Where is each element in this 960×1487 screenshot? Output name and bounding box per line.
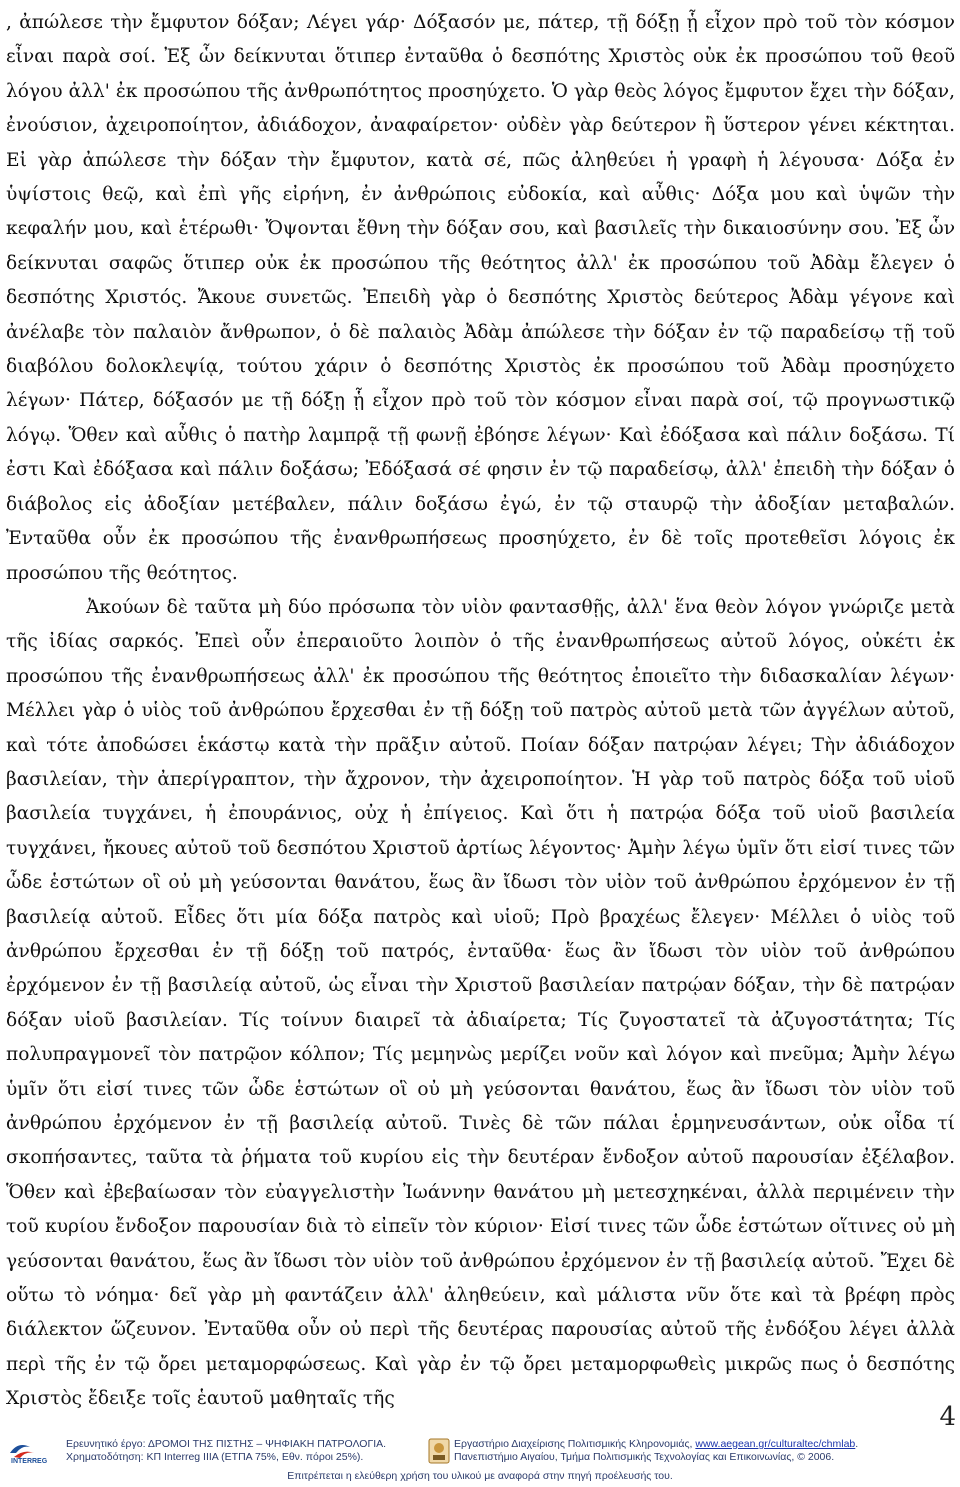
footer-funding: Χρηματοδότηση: ΚΠ Interreg IIIA (ΕΤΠΑ 75%, Εθν. πόροι 25%). (66, 1451, 364, 1463)
page-number: 4 (939, 1402, 956, 1432)
footer-project-info (66, 1438, 386, 1464)
footer-lab-link[interactable]: www.aegean.gr/culturaltec/chmlab (695, 1438, 856, 1450)
footer-project-title: Ερευνητικό έργο: ΔΡΟΜΟΙ ΤΗΣ ΠΙΣΤΗΣ – ΨΗΦΙΑΚΗ ΠΑΤΡΟΛΟΓΙΑ. (66, 1438, 387, 1450)
footer-university: Πανεπιστήμιο Αιγαίου, Τμήμα Πολιτισμικής Τεχνολογίας και Επικοινωνίας, © 2006. (454, 1451, 835, 1463)
footer-usage-note: Επιτρέπεται η ελεύθερη χρήση του υλικού με αναφορά στην πηγή προέλευσής του. (287, 1470, 673, 1482)
paragraph-1: , ἀπώλεσε τὴν ἔμφυτον δόξαν; Λέγει γάρ· Δόξασόν με, πάτερ, τῇ δόξῃ ᾗ εἶχον πρὸ τοῦ τὸν κόσμον εἶναι παρὰ σοί. Ἐξ ὧν δείκνυται ὅτιπερ ἐνταῦθα ὁ δεσπότης Χριστὸς οὐκ ἐκ προσώπου τοῦ θεοῦ λόγου ἀλλ' ἐκ προσώπου τῆς ἀνθρωπότητος προσηύχετο. Ὁ γὰρ θεὸς λόγος ἔμφυτον ἔχει τὴν δόξαν, ἐνούσιον, ἀχειροποίητον, ἀδιάδοχον, ἀναφαίρετον· οὐδὲν γὰρ δεύτερον ἢ ὕστερον γένει κέκτηται. Εἰ γὰρ ἀπώλεσε τὴν δόξαν τὴν ἔμφυτον, κατὰ σέ, πῶς ἀληθεύει ἡ γραφὴ ἡ λέγουσα· Δόξα ἐν ὑψίστοις θεῷ, καὶ ἐπὶ γῆς εἰρήνη, ἐν ἀνθρώποις εὐδοκία, καὶ αὖθις· Δόξα μου καὶ ὑψῶν τὴν κεφαλήν μου, καὶ ἑτέρωθι· Ὄψονται ἔθνη τὴν δόξαν σου, καὶ βασιλεῖς τὴν δικαιοσύνην σου. Ἐξ ὧν δείκνυται σαφῶς ὅτιπερ οὐκ ἐκ προσώπου τῆς θεότητος ἀλλ' ἐκ προσώπου τοῦ Ἀδὰμ ἔλεγεν ὁ δεσπότης Χριστός. Ἄκουε συνετῶς. Ἐπειδὴ γὰρ ὁ δεσπότης Χριστὸς δεύτερος Ἀδὰμ γέγονε καὶ ἀνέλαβε τὸν παλαιὸν ἄνθρωπον, ὁ δὲ παλαιὸς Ἀδὰμ ἀπώλεσε τὴν δόξαν ἐν τῷ παραδείσῳ τῇ τοῦ διαβόλου δολοκλεψίᾳ, τούτου χάριν ὁ δεσπότης Χριστὸς ἐκ προσώπου τοῦ Ἀδὰμ προσηύχετο λέγων· Πάτερ, δόξασόν με τῇ δόξῃ ᾗ εἶχον πρὸ τοῦ τὸν κόσμον εἶναι παρὰ σοί, τῷ προγνωστικῷ λόγῳ. Ὅθεν καὶ αὖθις ὁ πατὴρ λαμπρᾷ τῇ φωνῇ ἐβόησε λέγων· Καὶ ἐδόξασα καὶ πάλιν δοξάσω. Τί ἐστι Καὶ ἐδόξασα καὶ πάλιν δοξάσω; Ἐδόξασά σέ φησιν ἐν τῷ παραδείσῳ, ἀλλ' ἐπειδὴ τὴν δόξαν ὁ διάβολος εἰς ἀδοξίαν μετέβαλεν, πάλιν δοξάσω ἐγώ, ἐν τῷ σταυρῷ τὴν ἀδοξίαν μεταβαλών. Ἐνταῦθα οὖν ἐκ προσώπου τῆς ἐνανθρωπήσεως προσηύχετο, ἐν δὲ τοῖς προτεθεῖσι λόγοις ἐκ προσώπου τῆς θεότητος. (6, 12, 955, 584)
document-body (6, 6, 955, 1417)
page-footer (0, 1430, 960, 1487)
footer-lab-info (454, 1438, 858, 1464)
footer-lab-period: . (855, 1438, 859, 1450)
interreg-logo-text: INTERREG (11, 1458, 48, 1465)
paragraph-2: Ἀκούων δὲ ταῦτα μὴ δύο πρόσωπα τὸν υἱὸν φαντασθῇς, ἀλλ' ἕνα θεὸν λόγον γνώριζε μετὰ τῆς ἰδίας σαρκός. Ἐπεὶ οὖν ἐπεραιοῦτο λοιπὸν ὁ τῆς ἐνανθρωπήσεως αὐτοῦ λόγος, οὐκέτι ἐκ προσώπου τῆς ἐνανθρωπήσεως ἀλλ' ἐκ προσώπου τῆς θεότητος ἐποιεῖτο τὴν διδασκαλίαν λέγων· Μέλλει γὰρ ὁ υἱὸς τοῦ ἀνθρώπου ἔρχεσθαι ἐν τῇ δόξῃ τοῦ πατρὸς αὐτοῦ μετὰ τῶν ἀγγέλων αὐτοῦ, καὶ τότε ἀποδώσει ἑκάστῳ κατὰ τὴν πρᾶξιν αὐτοῦ. Ποίαν δόξαν πατρῴαν λέγει; Τὴν ἀδιάδοχον βασιλείαν, τὴν ἀπερίγραπτον, τὴν ἄχρονον, τὴν ἀχειροποίητον. Ἡ γὰρ τοῦ πατρὸς δόξα τοῦ υἱοῦ βασιλεία τυγχάνει, ἡ ἐπουράνιος, οὐχ ἡ ἐπίγειος. Καὶ ὅτι ἡ πατρῴα δόξα τοῦ υἱοῦ βασιλεία τυγχάνει, ἤκουες αὐτοῦ τοῦ δεσπότου Χριστοῦ ἀρτίως λέγοντος· Ἀμὴν λέγω ὑμῖν ὅτι εἰσί τινες τῶν ὧδε ἑστώτων οἳ οὐ μὴ γεύσονται θανάτου, ἕως ἂν ἴδωσι τὸν υἱὸν τοῦ ἀνθρώπου ἐρχόμενον ἐν τῇ βασιλείᾳ αὐτοῦ. Εἶδες ὅτι μία δόξα πατρὸς καὶ υἱοῦ; Πρὸ βραχέως ἔλεγεν· Μέλλει ὁ υἱὸς τοῦ ἀνθρώπου ἔρχεσθαι ἐν τῇ δόξῃ τοῦ πατρός, ἐνταῦθα· ἕως ἂν ἴδωσι τὸν υἱὸν τοῦ ἀνθρώπου ἐρχόμενον ἐν τῇ βασιλείᾳ αὐτοῦ, ὡς εἶναι τὴν Χριστοῦ βασιλείαν πατρῴαν δόξαν, τὴν δὲ πατρῴαν δόξαν υἱοῦ βασιλείαν. Τίς τοίνυν διαιρεῖ τὰ ἀδιαίρετα; Τίς ζυγοστατεῖ τὰ ἀζυγοστάτητα; Τίς πολυπραγμονεῖ τὸν πατρῷον κόλπον; Τίς μεμηνὼς μερίζει νοῦν καὶ λόγον καὶ πνεῦμα; Ἀμὴν λέγω ὑμῖν ὅτι εἰσί τινες τῶν ὧδε ἑστώτων οἳ οὐ μὴ γεύσονται θανάτου, ἕως ἂν ἴδωσι τὸν υἱὸν τοῦ ἀνθρώπου ἐρχόμενον ἐν τῇ βασιλείᾳ αὐτοῦ. Τινὲς δὲ τῶν πάλαι ἑρμηνευσάντων, οὐκ οἶδα τί σκοπήσαντες, ταῦτα τὰ ῥήματα τοῦ κυρίου εἰς τὴν δευτέραν ἔνδοξον αὐτοῦ παρουσίαν ἐξέλαβον. Ὅθεν καὶ ἐβεβαίωσαν τὸν εὐαγγελιστὴν Ἰωάννην θανάτου μὴ μετεσχηκέναι, ἀλλὰ περιμένειν τὴν τοῦ κυρίου ἔνδοξον παρουσίαν διὰ τὸ εἰπεῖν τὸν κύριον· Εἰσί τινες τῶν ὧδε ἑστώτων οἵτινες οὐ μὴ γεύσονται θανάτου, ἕως ἂν ἴδωσι τὸν υἱὸν τοῦ ἀνθρώπου ἐρχόμενον ἐν τῇ βασιλείᾳ αὐτοῦ. Ἔχει δὲ οὕτω τὸ νόημα· δεῖ γὰρ μὴ φαντάζειν ἀλλ' ἀληθεύειν, καὶ μάλιστα νῦν ὅτε καὶ τὰ βρέφη πρὸς διάλεκτον ὥζευνον. Ἐνταῦθα οὖν οὐ περὶ τῆς δευτέρας παρουσίας αὐτοῦ τῆς ἐνδόξου λέγει ἀλλὰ περὶ τῆς ἐν τῷ ὄρει μεταμορφώσεως. Καὶ γὰρ ἐν τῷ ὄρει μεταμορφωθεὶς μικρῶς πως ὁ δεσπότης Χριστὸς ἔδειξε τοῖς ἑαυτοῦ μαθηταῖς τῆς (6, 596, 955, 1410)
aegean-logo-icon (428, 1438, 450, 1464)
interreg-logo (8, 1439, 58, 1465)
footer-lab-line (454, 1438, 858, 1451)
footer-lab-name: Εργαστήριο Διαχείρισης Πολιτισμικής Κληρονομιάς, (454, 1438, 696, 1450)
